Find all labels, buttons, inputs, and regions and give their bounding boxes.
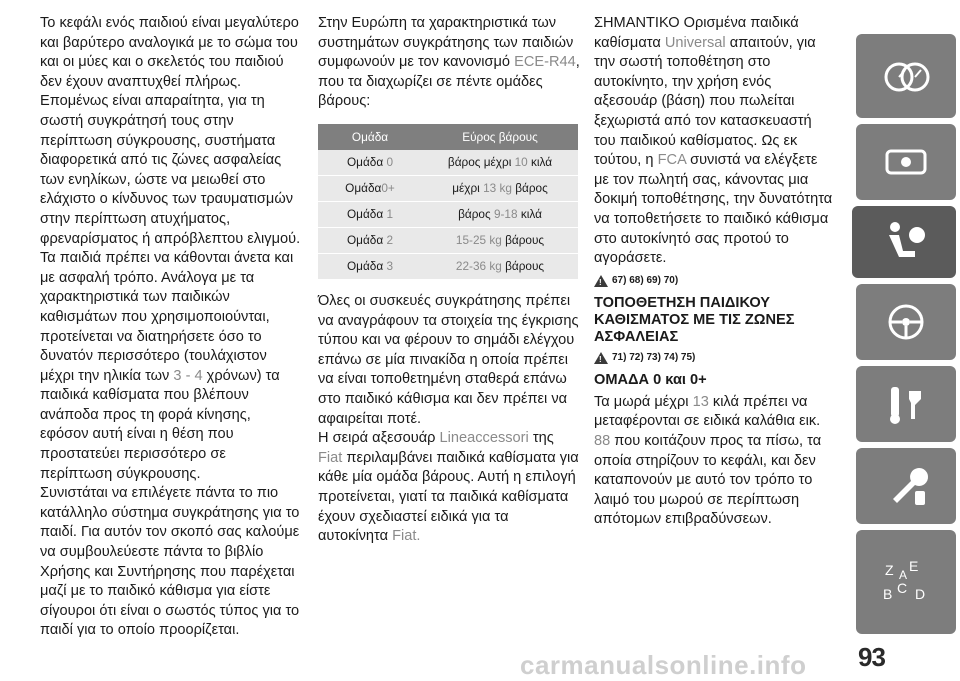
paragraph-group-0-babies: Τα μωρά μέχρι 13 κιλά πρέπει να μεταφέρονται σε ειδικά καλάθια εικ. 88 που κοιτάζουν προς τα πίσω, τα οποία στηρίζουν το κεφάλι, και δεν καταπονούν με αυτό τον τρόπο το λαιμό του μωρού σε περίπτωση απότομων επιβραδύνσεων. — [594, 393, 822, 528]
table-row — [318, 150, 578, 176]
page-number: 93 — [858, 642, 885, 672]
tab-safety-lights[interactable] — [856, 124, 956, 200]
table-cell-group: Ομάδα 3 — [318, 253, 422, 279]
table-cell-range: βάρος 9-18 κιλά — [422, 201, 578, 227]
dashboard-gauge-icon — [879, 49, 933, 103]
paragraph-europe-regulation: Στην Ευρώπη τα χαρακτηριστικά των συστημάτων συγκράτησης των παιδιών συμφωνούν με τον κανονισμό ECE-R44, που τα διαχωρίζει σε πέντε ομάδες βάρους: — [318, 15, 580, 110]
tab-emergency[interactable] — [856, 366, 956, 442]
paragraph-important-note: ΣΗΜΑΝΤΙΚΟ Ορισμένα παιδικά καθίσματα Universal απαιτούν, για την σωστή τοποθέτηση στο αυτοκίνητο, την χρήση ενός αξεσουάρ (βάση) που πωλείται ξεχωριστά από τον κατασκευαστή του παιδικού καθίσματος. Ως εκ τούτου, η FCA συνιστά να ελέγξετε με τον πωλητή σας, κάνοντας μια δοκιμή τοποθέτησης, την δυνατότητα να τοποθετήσετε το παιδικό κάθισμα στο αυτοκίνητό σας προτού το αγοράσετε. — [594, 15, 833, 267]
warning-triangle-icon — [594, 275, 608, 287]
paragraph-child-comfort: Τα παιδιά πρέπει να κάθονται άνετα και με ασφαλή τρόπο. Ανάλογα με τα χαρακτηριστικά των παιδικών καθισμάτων που χρησιμοποιούνται, προτείνεται να διατηρήσετε όσο το δυνατόν περισσότερο (τουλάχιστον μέχρι την ηλικία των 3 - 4 χρόνων) τα παιδικά καθίσματα που βλέπουν ανάποδα προς τη φορά κίνησης, εφόσον αυτή είναι η θέση που προστατεύει περισσότερο σε περίπτωση σύγκρουσης. — [40, 250, 294, 482]
table-row — [318, 253, 578, 279]
paragraph-approval-label: Όλες οι συσκευές συγκράτησης πρέπει να αναγράφουν τα στοιχεία της έγκρισης τύπου και να φέρουν το σημάδι ελέγχου επάνω σε μία πινακίδα η οποία πρέπει να είναι τοποθετημένη σταθερά επάνω στο παιδικό κάθισμα και δεν πρέπει να αφαιρείται ποτέ. — [318, 292, 579, 427]
column-left — [40, 14, 302, 641]
svg-text:E: E — [909, 558, 919, 574]
tab-safety[interactable] — [852, 206, 956, 278]
section-heading-group-0: ΟΜΑΔΑ 0 και 0+ — [594, 371, 707, 388]
tab-index[interactable] — [856, 530, 956, 634]
table-header-group: Ομάδα — [318, 124, 422, 150]
svg-text:Z: Z — [885, 562, 894, 578]
weight-groups-table — [318, 124, 578, 280]
table-header-range: Εύρος βάρους — [422, 124, 578, 150]
svg-text:A: A — [899, 568, 908, 582]
warning-references: ! 71) 72) 73) 74) 75) — [594, 352, 834, 364]
airbag-seat-icon — [877, 215, 931, 269]
paragraph-lineaccessori: Η σειρά αξεσουάρ Lineaccessori της Fiat περιλαμβάνει παιδικά καθίσματα για κάθε μία ομάδα βάρους. Αυτή η επιλογή προτείνεται, γιατί τα παιδικά καθίσματα έχουν σχεδιαστεί ειδικά για τα αυτοκίνητα Fiat. — [318, 430, 579, 545]
table-cell-range: 22-36 kg βάρους — [422, 253, 578, 279]
table-cell-group: Ομάδα 1 — [318, 201, 422, 227]
table-row — [318, 175, 578, 201]
tab-maintenance[interactable] — [856, 448, 956, 524]
steering-wheel-icon — [879, 295, 933, 349]
table-cell-group: Ομάδα 0 — [318, 150, 422, 176]
paragraph-choose-system: Συνιστάται να επιλέγετε πάντα το πιο κατάλληλο σύστημα συγκράτησης για το παιδί. Για αυτόν τον σκοπό σας καλούμε να συμβουλεύεστε πάντα το βιβλίο Χρήσης και Συντήρησης που παρέχεται μαζί με το παιδικό κάθισμα για είστε σίγουροι ότι είναι ο σωστός τύπος για το παιδί για το οποίο προορίζεται. — [40, 485, 300, 639]
table-row — [318, 227, 578, 253]
column-right — [594, 14, 834, 530]
tab-dashboard[interactable] — [856, 34, 956, 118]
watermark: carmanualsonline.info — [520, 650, 807, 680]
wrench-icon — [879, 459, 933, 513]
alphabet-index-icon — [879, 555, 933, 609]
paragraph-child-head: Το κεφάλι ενός παιδιού είναι μεγαλύτερο και βαρύτερο αναλογικά με το σώμα του και οι μύες και ο σκελετός του παιδιού δεν έχουν αναπτυχθεί πλήρως. Επομένως είναι απαραίτητα, για τη σωστή συγκράτησή τους στην περίπτωση σύγκρουσης, συστήματα διαφορετικά από τις ζώνες ασφαλείας των ενηλίκων, ώστε να μειωθεί στο ελάχιστο ο κίνδυνος των τραυματισμών στην περίπτωση ατυχήματος, φρεναρίσματος ή απρόβλεπτου ελιγμού. — [40, 15, 301, 247]
svg-text:D: D — [915, 586, 926, 602]
table-row — [318, 201, 578, 227]
table-cell-group: Ομάδα0+ — [318, 175, 422, 201]
table-cell-range: μέχρι 13 kg βάρος — [422, 175, 578, 201]
emergency-tools-icon — [879, 377, 933, 431]
table-cell-group: Ομάδα 2 — [318, 227, 422, 253]
column-middle — [318, 14, 580, 547]
chapter-tabs — [846, 0, 960, 678]
svg-text:B: B — [883, 586, 893, 602]
warning-references: ! 67) 68) 69) 70) — [594, 275, 834, 287]
section-heading-seatbelt-install: ΤΟΠΟΘΕΤΗΣΗ ΠΑΙΔΙΚΟΥ ΚΑΘΙΣΜΑΤΟΣ ΜΕ ΤΙΣ ΖΩΝΕΣ ΑΣΦΑΛΕΙΑΣ — [594, 294, 795, 345]
svg-text:C: C — [897, 580, 908, 596]
tab-starting-driving[interactable] — [856, 284, 956, 360]
warning-lights-icon — [879, 135, 933, 189]
table-cell-range: βάρος μέχρι 10 κιλά — [422, 150, 578, 176]
warning-triangle-icon — [594, 352, 608, 364]
table-cell-range: 15-25 kg βάρους — [422, 227, 578, 253]
